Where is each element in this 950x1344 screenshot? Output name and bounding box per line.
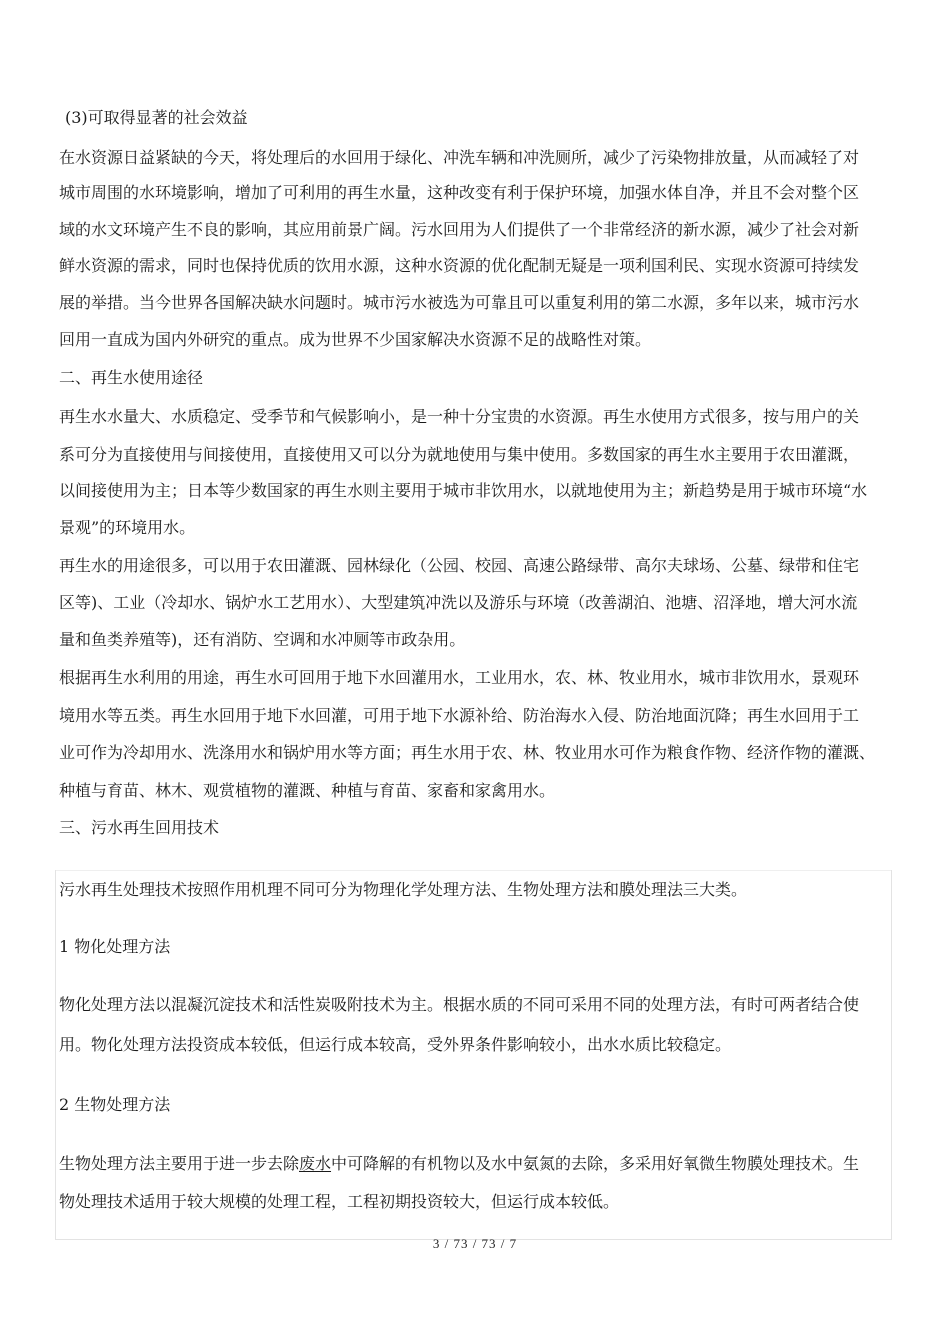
paragraph-line: 业可作为冷却用水、洗涤用水和锅炉用水等方面；再生水用于农、林、牧业用水可作为粮食作物、经济作物的灌溉、 bbox=[59, 743, 876, 762]
paragraph-line: 境用水等五类。再生水回用于地下水回灌，可用于地下水源补给、防治海水入侵、防治地面沉降；再生水回用于工 bbox=[59, 706, 860, 725]
paragraph-line: 城市周围的水环境影响，增加了可利用的再生水量，这种改变有利于保护环境，加强水体自净，并且不会对整个区 bbox=[59, 183, 860, 202]
paragraph-line: 用。物化处理方法投资成本较低，但运行成本较高，受外界条件影响较小，出水水质比较稳定。 bbox=[59, 1035, 732, 1054]
wastewater-link[interactable]: 废水 bbox=[299, 1154, 332, 1173]
paragraph-line: 物处理技术适用于较大规模的处理工程，工程初期投资较大，但运行成本较低。 bbox=[59, 1192, 620, 1211]
paragraph-line: 根据再生水利用的用途，再生水可回用于地下水回灌用水，工业用水，农、林、牧业用水，城市非饮用水，景观环 bbox=[59, 668, 860, 687]
paragraph-line: 再生水的用途很多，可以用于农田灌溉、园林绿化（公园、校园、高速公路绿带、高尔夫球场、公墓、绿带和住宅 bbox=[59, 556, 860, 575]
paragraph-line: 量和鱼类养殖等)，还有消防、空调和水冲厕等市政杂用。 bbox=[59, 630, 466, 649]
paragraph-line: 鲜水资源的需求，同时也保持优质的饮用水源，这种水资源的优化配制无疑是一项利国利民、实现水资源可持续发 bbox=[59, 256, 860, 275]
paragraph-line: 物化处理方法以混凝沉淀技术和活性炭吸附技术为主。根据水质的不同可采用不同的处理方法，有时可两者结合使 bbox=[59, 995, 860, 1014]
page-number: 3 / 73 / 73 / 7 bbox=[432, 1236, 518, 1251]
technology-box bbox=[55, 870, 892, 1240]
heading-social-benefit: (3)可取得显著的社会效益 bbox=[65, 108, 248, 127]
paragraph-line: 再生水水量大、水质稳定、受季节和气候影响小，是一种十分宝贵的水资源。再生水使用方式很多，按与用户的关 bbox=[59, 407, 860, 426]
subheading-biological: 2 生物处理方法 bbox=[59, 1095, 171, 1114]
paragraph-line: 在水资源日益紧缺的今天，将处理后的水回用于绿化、冲洗车辆和冲洗厕所，减少了污染物排放量，从而减轻了对 bbox=[59, 148, 860, 167]
subheading-physicochemical: 1 物化处理方法 bbox=[59, 937, 171, 956]
text-segment: 生物处理方法主要用于进一步去除 bbox=[59, 1154, 300, 1173]
paragraph-line: 回用一直成为国内外研究的重点。成为世界不少国家解决水资源不足的战略性对策。 bbox=[59, 330, 652, 349]
paragraph-line: 以间接使用为主；日本等少数国家的再生水则主要用于城市非饮用水，以就地使用为主；新趋势是用于城市环境“水 bbox=[59, 481, 868, 500]
paragraph-line: 景观”的环境用水。 bbox=[59, 518, 196, 537]
section-heading-3: 三、污水再生回用技术 bbox=[59, 818, 220, 837]
paragraph-line: 域的水文环境产生不良的影响，其应用前景广阔。污水回用为人们提供了一个非常经济的新水源，减少了社会对新 bbox=[59, 220, 860, 239]
paragraph-line bbox=[59, 1154, 859, 1174]
paragraph-line: 展的举措。当今世界各国解决缺水问题时。城市污水被选为可靠且可以重复利用的第二水源，多年以来，城市污水 bbox=[59, 293, 860, 312]
paragraph-line: 种植与育苗、林木、观赏植物的灌溉、种植与育苗、家畜和家禽用水。 bbox=[59, 781, 556, 800]
box-intro: 污水再生处理技术按照作用机理不同可分为物理化学处理方法、生物处理方法和膜处理法三大类。 bbox=[59, 880, 748, 899]
paragraph-line: 区等)、工业（冷却水、锅炉水工艺用水）、大型建筑冲洗以及游乐与环境（改善湖泊、池塘、沼泽地，增大河水流 bbox=[59, 593, 858, 612]
paragraph-line: 系可分为直接使用与间接使用，直接使用又可以分为就地使用与集中使用。多数国家的再生水主要用于农田灌溉， bbox=[59, 445, 860, 464]
text-segment: 中可降解的有机物以及水中氨氮的去除，多采用好氧微生物膜处理技术。生 bbox=[331, 1154, 860, 1173]
section-heading-2: 二、再生水使用途径 bbox=[59, 368, 204, 387]
